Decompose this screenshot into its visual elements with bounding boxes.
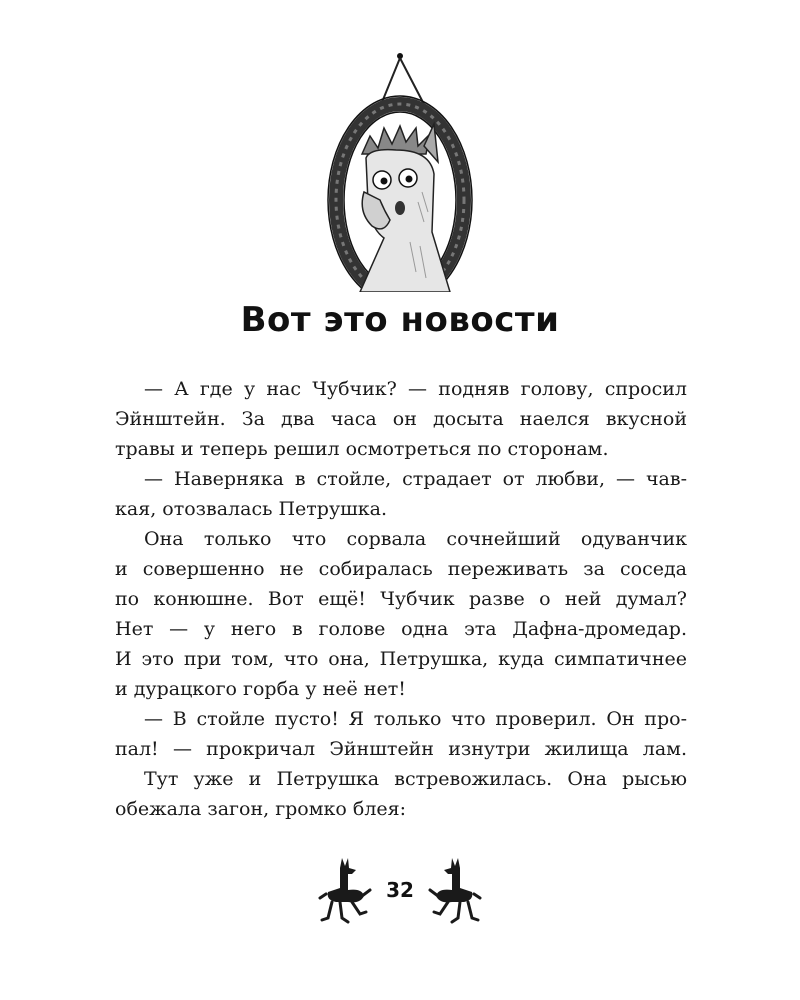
text-line: Эйнштейн. За два часа он досыта наелся вкусной bbox=[115, 408, 687, 430]
text-line: пал! — прокричал Эйнштейн изнутри жилища лам. bbox=[115, 738, 687, 760]
text-line: кая, отозвалась Петрушка. bbox=[115, 498, 388, 520]
text-line: и совершенно не собиралась переживать за соседа bbox=[115, 558, 687, 580]
llama-face-icon bbox=[360, 124, 450, 292]
page-number: 32 bbox=[386, 878, 414, 902]
text-line: — А где у нас Чубчик? — подняв голову, спросил bbox=[144, 378, 687, 400]
chapter-title: Вот это новости bbox=[240, 300, 560, 340]
page-footer bbox=[318, 856, 482, 926]
llama-portrait-illustration bbox=[300, 42, 500, 292]
text-line: И это при том, что она, Петрушка, куда симпатичнее bbox=[115, 648, 687, 670]
text-line: по конюшне. Вот ещё! Чубчик разве о ней думал? bbox=[115, 588, 687, 610]
dancing-llama-right-icon bbox=[426, 856, 482, 926]
text-line: обежала загон, громко блея: bbox=[115, 798, 407, 820]
text-line: и дурацкого горба у неё нет! bbox=[115, 678, 406, 700]
text-line: Она только что сорвала сочнейший одуванчик bbox=[144, 528, 687, 550]
text-line: — В стойле пусто! Я только что проверил. Он про- bbox=[144, 708, 687, 730]
text-line: травы и теперь решил осмотреться по сторонам. bbox=[115, 438, 609, 460]
body-text bbox=[115, 374, 687, 824]
text-line: — Наверняка в стойле, страдает от любви, — чав- bbox=[144, 468, 687, 490]
text-line: Нет — у него в голове одна эта Дафна-дромедар. bbox=[115, 618, 687, 640]
dancing-llama-left-icon bbox=[318, 856, 374, 926]
text-line: Тут уже и Петрушка встревожилась. Она рысью bbox=[144, 768, 687, 790]
